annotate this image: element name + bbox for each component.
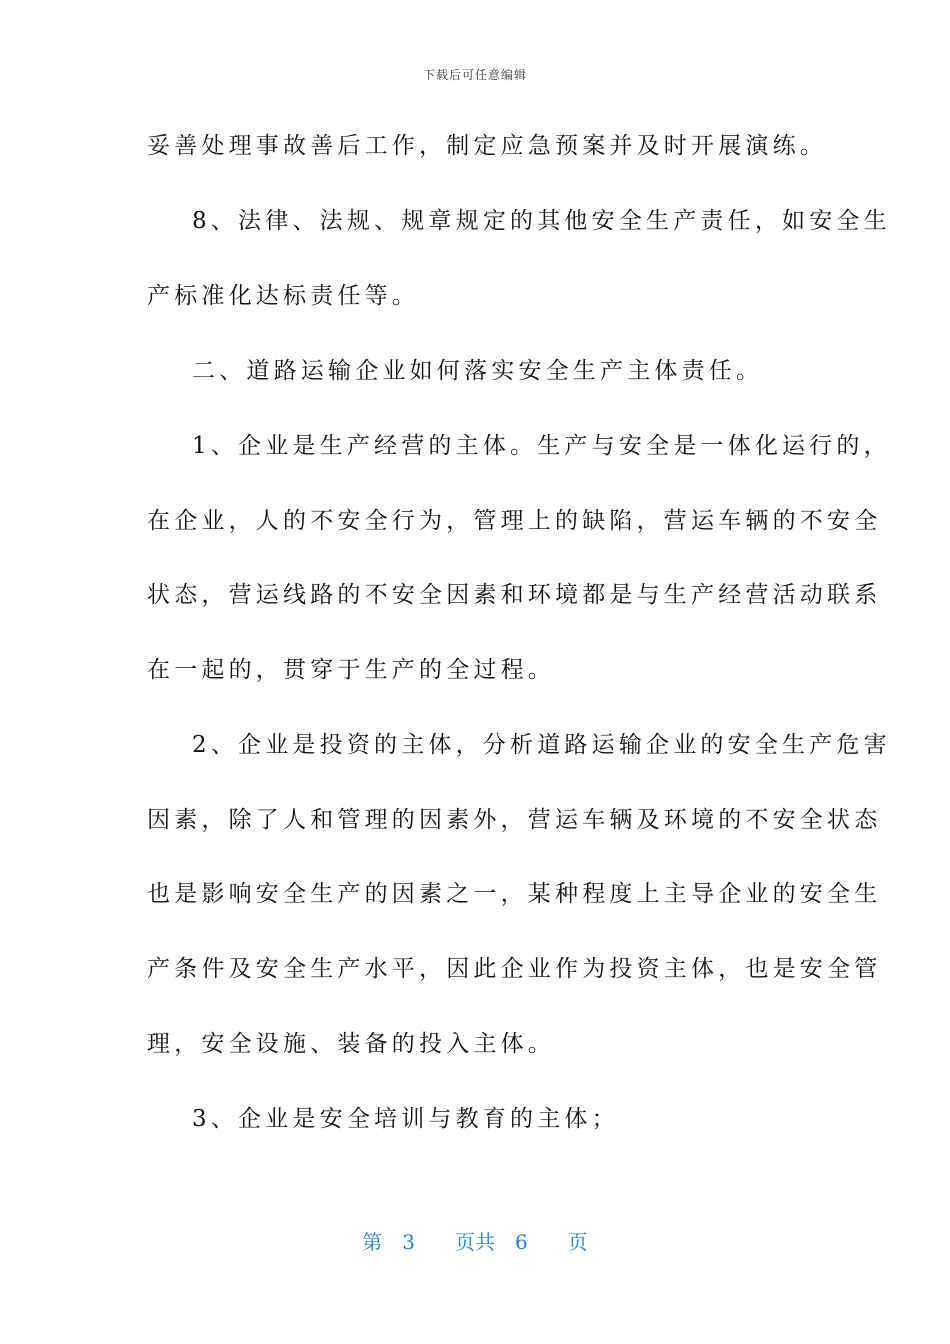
current-page-number: 3 bbox=[402, 1230, 415, 1254]
page-footer bbox=[0, 1226, 950, 1255]
text-line: 理，安全设施、装备的投入主体。 bbox=[147, 1031, 555, 1057]
text-line: 妥善处理事故善后工作，制定应急预案并及时开展演练。 bbox=[147, 133, 827, 159]
text-line: 产条件及安全生产水平，因此企业作为投资主体，也是安全管 bbox=[147, 956, 882, 982]
text-line: 3、企业是安全培训与教育的主体； bbox=[192, 1106, 619, 1132]
text-line: 因素，除了人和管理的因素外，营运车辆及环境的不安全状态 bbox=[147, 807, 882, 833]
page-label-prefix: 第 bbox=[362, 1230, 383, 1254]
text-line: 在企业，人的不安全行为，管理上的缺陷，营运车辆的不安全 bbox=[147, 508, 882, 534]
text-line: 1、企业是生产经营的主体。生产与安全是一体化运行的， bbox=[192, 433, 891, 459]
text-line: 产标准化达标责任等。 bbox=[147, 283, 419, 309]
page-label-mid: 页共 bbox=[455, 1230, 495, 1254]
text-line: 2、企业是投资的主体，分析道路运输企业的安全生产危害 bbox=[192, 732, 891, 758]
text-line: 在一起的，贯穿于生产的全过程。 bbox=[147, 657, 555, 683]
section-heading: 二、道路运输企业如何落实安全生产主体责任。 bbox=[192, 358, 764, 384]
page-label-suffix: 页 bbox=[567, 1230, 588, 1254]
page-header: 下载后可任意编辑 bbox=[422, 68, 527, 82]
text-line: 状态，营运线路的不安全因素和环境都是与生产经营活动联系 bbox=[147, 582, 882, 608]
text-line: 8、法律、法规、规章规定的其他安全生产责任，如安全生 bbox=[192, 208, 891, 234]
text-line: 也是影响安全生产的因素之一，某种程度上主导企业的安全生 bbox=[147, 881, 882, 907]
total-pages-number: 6 bbox=[515, 1230, 528, 1254]
